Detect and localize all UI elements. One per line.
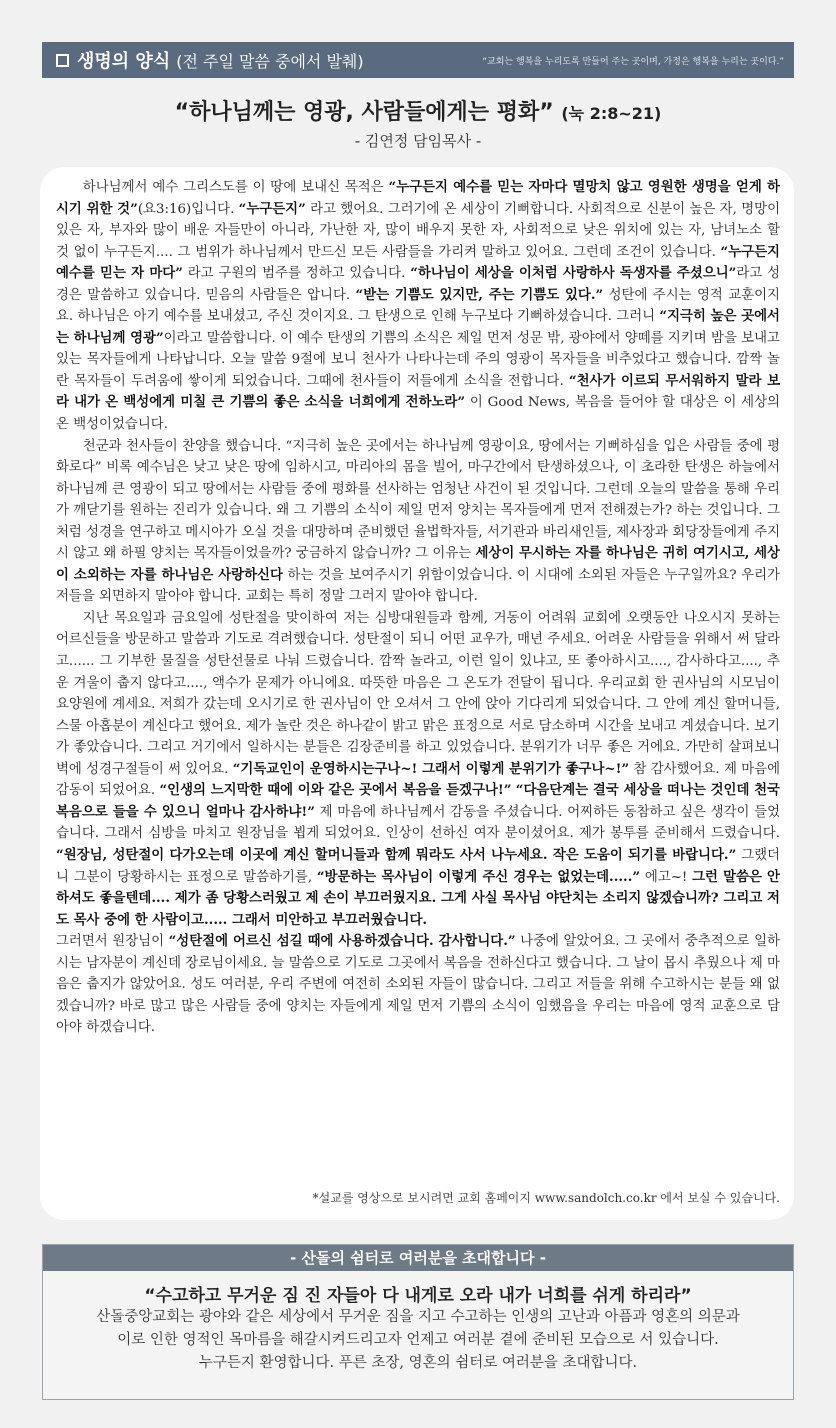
emphasis: “누구든지” [238,200,306,217]
emphasis: “원장님, 성탄절이 다가오는데 이곳에 계신 할머니들과 함께 뭐라도 사서 나누세요. 작은 도움이 되기를 바랍니다.” [56,846,737,863]
sermon-paragraph-1 [56,177,780,436]
section-header [42,42,794,78]
video-footnote: *설교를 영상으로 보시려면 교회 홈페이지 www.sandolch.co.kr 에서 보실 수 있습니다. [312,1191,780,1205]
text: 라고 했어요. 그러기에 온 세상이 기뻐합니다. 사회적으로 신분이 높은 자, 명망이 있은 자, 부자와 많이 배운 자들만이 아니라, 가난한 자, 많이 배우지 못한 자, 사회적으로 낮은 위치에 있는 자, 남녀노소 할 것 없이 누구든지.... 그 범위가 하나님께서 만드신 모든 사람들을 가리켜 말하고 있어요. 그런데 조건이 있습니다. [56,201,780,260]
section-subtitle: (전 주일 말씀 중에서 발췌) [176,51,364,71]
text: 참 감사했어요. 제 마음에 감동이 되었어요. [56,761,781,799]
emphasis: 세상이 무시하는 자를 하나님은 귀히 여기시고, 세상이 소외하는 자를 하나님은 사랑하신다 [56,545,780,583]
emphasis: “받는 기쁨도 있지만, 주는 기쁨도 있다.” [355,286,604,303]
text: 하는 것을 보여주시기 위함이었습니다. 이 시대에 소외된 자들은 누구일까요? 우리가 저들을 외면하지 말아야 합니다. 교회는 특히 정말 그러지 말아야 합니다. [56,567,780,605]
church-motto: “교회는 행복을 누리도록 만들어 주는 곳이며, 가정은 행복을 누리는 곳이다.” [482,56,784,67]
emphasis: “누구든지 예수를 믿는 자마다 멸망치 않고 영원한 생명을 얻게 하시기 위한 것” [56,179,780,217]
square-bullet-icon [56,54,69,67]
text: 제 마음에 하나님께서 감동을 주셨습니다. 어찌하든 동참하고 싶은 생각이 들었습니다. 그래서 심방을 마치고 원장님을 뵙게 되었어요. 인상이 선하신 여자 분이셨어요. 제가 봉투를 준비해서 드렸습니다. [56,804,781,842]
sermon-paragraph-3 [56,608,780,931]
scripture-reference: (눅 2:8~21) [561,104,662,123]
emphasis: “인생의 느지막한 때에 이와 같은 곳에서 복음을 듣겠구나!” [159,782,512,799]
invitation-heading: - 산돌의 쉼터로 여러분을 초대합니다 - [43,1245,793,1271]
sermon-title-text: “하나님께는 영광, 사람들에게는 평화” [174,100,554,125]
emphasis: “지극히 높은 곳에서는 하나님께 영광” [56,308,780,346]
text: 그러면서 원장님이 [56,934,169,950]
text: 라고 구원의 범주를 정하고 있습니다. [182,266,411,282]
text: 이라고 말씀합니다. 이 예수 탄생의 기쁨의 소식은 제일 먼저 성문 밖, 광야에서 양떼를 지키며 밤을 보내고 있는 목자들에게 나타납니다. 오늘 말씀 9절에 보니 천사가 나타나는데 주의 영광이 목자들을 비추었다고 했습니다. 깜짝 놀란 목자들이 두려움에 쌓이게 되었습니다. 그때에 천사들이 저들에게 소식을 전합니다. [56,330,780,389]
emphasis: “성탄절에 어르신 섬길 때에 사용하겠습니다. 감사합니다.” [168,933,516,950]
emphasis: “하나님이 세상을 이처럼 사랑하사 독생자를 주셨으니” [410,265,737,282]
text: 하나님께서 예수 그리스도를 이 땅에 보내신 목적은 [82,180,389,195]
section-title: 생명의 양식 [77,51,171,72]
text: 라고 성경은 말씀하고 있습니다. 믿음의 사람들은 압니다. [56,266,780,303]
text: 나중에 알았어요. 그 곳에서 중추적으로 일하시는 남자분이 계신데 장로님이세요. 늘 말씀으로 기도로 그곳에서 복음을 전하신다고 했습니다. 그 날이 몹시 추웠으나 제 마음은 춥지가 않았어요. 성도 여러분, 우리 주변에 여전히 소외된 자들이 많습니다. 그리고 저들을 위해 수고하시는 분들 왜 없겠습니까? 바로 많고 많은 사람들 중에 양치는 자들에게 제일 먼저 기쁨의 소식이 임했음을 우리는 마음에 영적 교훈으로 담아야 하겠습니다. [56,934,780,1036]
text: 성탄에 주시는 영적 교훈이지요. 하나님은 아기 예수를 보내셨고, 주신 것이지요. 그 탄생으로 인해 누구보다 기뻐하셨습니다. 그러니 [56,287,780,325]
emphasis: “방문하는 목사님이 이렇게 주신 경우는 없었는데.....” [316,868,641,885]
sermon-paragraph-2 [56,436,780,608]
sermon-body-card [40,167,794,1220]
preacher-name: - 김연정 담임목사 - [354,132,482,150]
invitation-line-1: 산돌중앙교회는 광야와 같은 세상에서 무거운 짐을 지고 수고하는 인생의 고난과 아픔과 영혼의 의문과 [96,1309,740,1325]
text: 에고~! [640,869,693,885]
invitation-line-3: 누구든지 환영합니다. 푸른 초장, 영혼의 쉼터로 여러분을 초대합니다. [198,1355,638,1371]
sermon-title [0,95,836,126]
text: 그랬더니 그분이 당황하시는 표정으로 말씀하기를, [56,847,780,885]
invitation-box [42,1244,794,1400]
sermon-paragraph-4 [56,931,780,1039]
text: 지난 목요일과 금요일에 성탄절을 맞이하여 저는 심방대원들과 함께, 거동이 어려워 교회에 오랫동안 나오시지 못하는 어르신들을 방문하고 말씀과 기도로 격려했습니다. 성탄절이 되니 어떤 교우가, 매년 주세요. 어려운 사람들을 위해서 써 달라고...... 그 기부한 물질을 성탄선물로 나눠 드렸습니다. 깜짝 놀라고, 이런 일이 있냐고, 또 좋아하시고...., 감사하다고...., 추운 겨울이 춥지 않다고...., 액수가 문제가 아니에요. 따뜻한 마음은 그 온도가 전달이 됩니다. 우리교회 한 권사님의 시모님이 요양원에 계세요. 저희가 갔는데 오시기로 한 권사님이 안 오셔서 그 안에 앉아 기다리게 되었습니다. 그 안에 계신 할머니들, 스물 아홉분이 계신다고 했어요. 제가 놀란 것은 하나같이 밝고 맑은 표정으로 서로 담소하며 시간을 보내고 계셨습니다. 보기가 좋았습니다. 그리고 거기에서 일하시는 분들은 김장준비를 하고 있었습니다. 분위기가 너무 좋은 거에요. 가만히 살펴보니 벽에 성경구절들이 써 있어요. [56,610,780,777]
text: (요3:16)입니다. [137,201,239,217]
emphasis: “누구든지 예수를 믿는 자 마다” [56,243,780,282]
text: 이 Good News, 복음을 들어야 할 대상은 이 세상의 온 백성이었습니다. [56,395,780,433]
emphasis: 그런 말씀은 안하셔도 좋을텐데.... 제가 좀 당황스러웠고 제 손이 부끄러웠지요. 그게 사실 목사님 야단치는 소리지 않겠습니까? 그리고 저도 목사 중에 한 사람이고..... 그래서 미안하고 부끄러웠습니다. [56,868,780,928]
text: 천군과 천사들이 찬양을 했습니다. “지극히 높은 곳에서는 하나님께 영광이요, 땅에서는 기뻐하심을 입은 사람들 중에 평화로다” 비록 예수님은 낮고 낮은 땅에 임하시고, 마리아의 몸을 빌어, 마구간에서 탄생하셨으나, 이 초라한 탄생은 하늘에서 하나님께 큰 영광이 되고 땅에서는 사람들 중에 평화를 선사하는 엄청난 사건이 된 것입니다. 그런데 오늘의 말씀을 통해 우리가 깨닫기를 원하는 진리가 있습니다. 왜 그 기쁨의 소식이 제일 먼저 양치는 목자들에게 먼저 전해졌는가? 하는 것입니다. 그처럼 성경을 연구하고 메시아가 오실 것을 대망하며 준비했던 율법학자들, 서기관과 바리새인들, 제사장과 회당장들에게 주지시 않고 왜 하필 양치는 목자들이었을까? 궁금하지 않습니까? 그 이유는 [56,438,780,562]
invitation-verse: “수고하고 무거운 짐 진 자들아 다 내게로 오라 내가 너희를 쉬게 하리라” [144,1286,692,1306]
emphasis: “다음단계는 결국 세상을 떠나는 것인데 천국복음으로 들을 수 있으니 얼마나 감사하냐!” [56,782,780,820]
emphasis: “기독교인이 운영하시는구나~! 그래서 이렇게 분위기가 좋구나~!” [232,760,630,777]
invitation-line-2: 이로 인한 영적인 목마름을 해갈시켜드리고자 언제고 여러분 곁에 준비된 모습으로 서 있습니다. [117,1332,719,1348]
emphasis: “천사가 이르되 무서워하지 말라 보라 내가 온 백성에게 미칠 큰 기쁨의 좋은 소식을 너희에게 전하노라” [56,372,781,411]
